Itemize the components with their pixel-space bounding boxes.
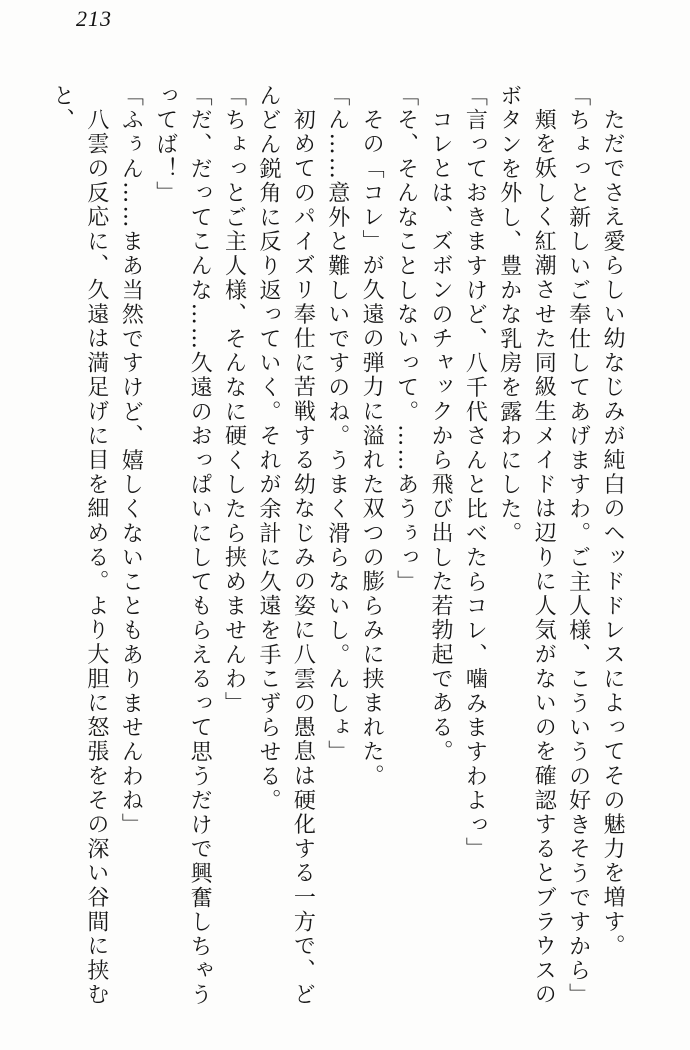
paragraph: コレとは、ズボンのチャックから飛び出した若勃起である。 (427, 108, 453, 765)
paragraph: ただでさえ愛らしい幼なじみが純白のヘッドドレスによってその魅力を増す。 (600, 108, 625, 959)
paragraph: 初めてのパイズリ奉仕に苦戦する幼なじみの姿に八雲の愚息は硬化する一方で、どんどん鋭角に反り返っていく。それが余計に久遠を手こずらせる。 (255, 84, 316, 1008)
paragraph: 「ん……意外と難しいですのね。うまく滑らないし。んしょ」 (324, 84, 350, 765)
paragraph: 「そ、そんなことしないって。……あうぅっ」 (393, 84, 419, 595)
page-number: 213 (76, 6, 112, 31)
paragraph: 「ふぅん……まあ当然ですけど、嬉しくないこともありませんわね」 (118, 84, 144, 838)
page-text (43, 84, 629, 1012)
paragraph: 頬を妖しく紅潮させた同級生メイドは辺りに人気がないのを確認するとブラウスのボタンを外し、豊かな乳房を露わにした。 (496, 84, 557, 1008)
paragraph: 「だ、だってこんな……久遠のおっぱいにしてもらえるって思うだけで興奮しちゃうってば！」 (152, 84, 213, 1008)
paragraph: その「コレ」が久遠の弾力に溢れた双つの膨らみに挟まれた。 (359, 108, 385, 789)
paragraph: 「ちょっとご主人様、そんなに硬くしたら挟めませんわ」 (221, 84, 247, 716)
paragraph: 「言っておきますけど、八千代さんと比べたらコレ、噛みますわよっ」 (462, 84, 488, 862)
paragraph: 「ちょっと新しいご奉仕してあげますわ。ご主人様、こういうの好きそうですから」 (565, 84, 591, 1008)
paragraph: 八雲の反応に、久遠は満足げに目を細める。より大胆に怒張をその深い谷間に挟むと、 (49, 84, 109, 1008)
